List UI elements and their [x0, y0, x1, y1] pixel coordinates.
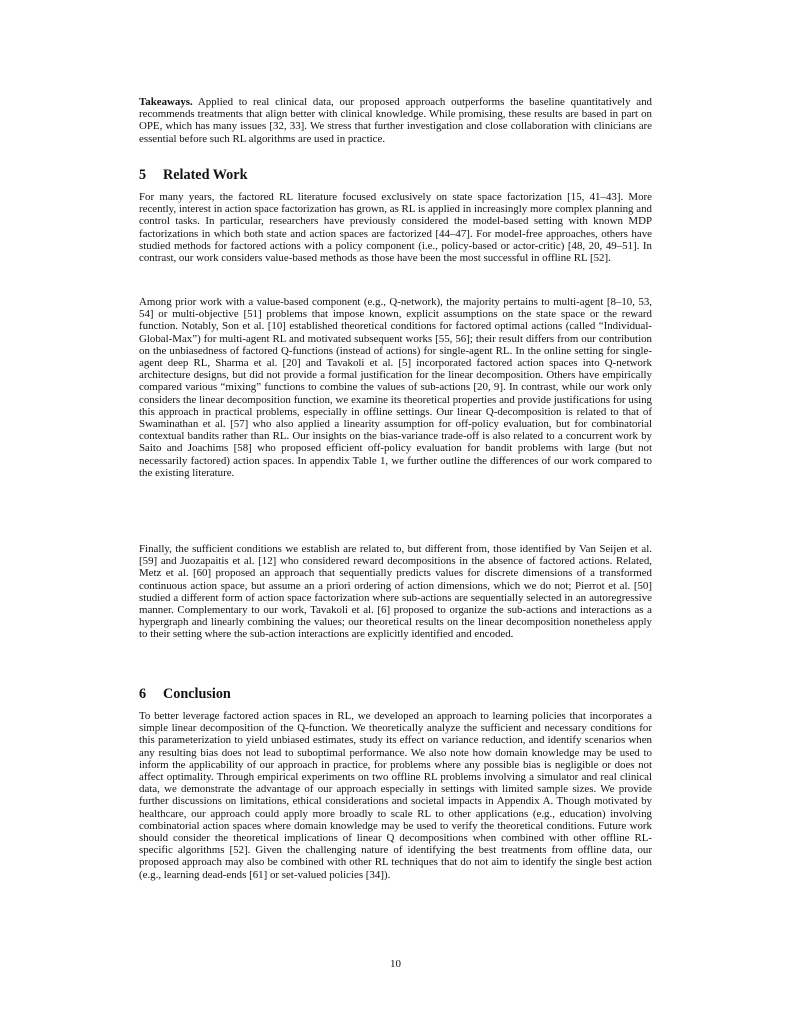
related-work-paragraph-1: For many years, the factored RL literature focused exclusively on state space factorization [15, 41–43]. More recently, interest in action space factorization has grown, as RL is applied in increasingly more complex planning and control tasks. In particular, researchers have previously considered the model-based setting with known MDP factorizations in which both state and action spaces are factorized [44–47]. For model-free approaches, others have studied methods for factored actions with a policy component (i.e., policy-based or actor-critic) [48, 20, 49–51]. In contrast, our work considers value-based methods as those have been the most successful in offline RL [52].: [139, 191, 652, 265]
section-5-title: Related Work: [163, 167, 248, 183]
takeaways-paragraph: [139, 96, 652, 145]
related-work-paragraph-2-block: [139, 296, 652, 479]
section-6-title: Conclusion: [163, 686, 231, 702]
conclusion-paragraph: To better leverage factored action spaces in RL, we developed an approach to learning policies that incorporates a simple linear decomposition of the Q-function. We theoretically analyze the sufficient and necessary conditions for this parameterization to yield unbiased estimates, study its effect on variance reduction, and identify scenarios when any resulting bias does not lead to suboptimal performance. We also note how domain knowledge may be used to inform the applicability of our approach in practice, for problems where any possible bias is negligible or does not affect optimality. Through empirical experiments on two offline RL problems involving a simulator and real clinical data, we demonstrate the advantage of our approach especially in settings with limited sample sizes. We provide further discussions on limitations, ethical considerations and societal impacts in Appendix A. Though motivated by healthcare, our approach could apply more broadly to scale RL to other applications (e.g., education) involving combinatorial action spaces where domain knowledge may be used to verify the theoretical conditions. Future work should consider the theoretical implications of linear Q decompositions when combined with other offline RL-specific algorithms [52]. Given the challenging nature of identifying the best treatments from offline data, our proposed approach may also be combined with other RL techniques that do not aim to identify the single best action (e.g., learning dead-ends [61] or set-valued policies [34]).: [139, 710, 652, 881]
section-6-heading: [139, 686, 652, 703]
section-6-number: 6: [139, 686, 147, 702]
takeaways-paragraph-block: [139, 96, 652, 145]
related-work-paragraph-1-block: [139, 191, 652, 264]
section-5: [139, 167, 652, 184]
related-work-paragraph-3: Finally, the sufficient conditions we establish are related to, but different from, those identified by Van Seijen et al. [59] and Juozapaitis et al. [12] who considered reward decompositions in the absence of factored actions. Related, Metz et al. [60] proposed an approach that sequentially predicts values for discrete dimensions of a transformed continuous action space, but assume an a priori ordering of action dimensions, which we do not; Pierrot et al. [50] studied a different form of action space factorization where sub-actions are sequentially selected in an autoregressive manner. Complementary to our work, Tavakoli et al. [6] proposed to organize the sub-actions and interactions as a hypergraph and linearly combining the values; our theoretical results on the linear decomposition nonetheless apply to their setting where the sub-action interactions are explicitly identified and encoded.: [139, 543, 652, 641]
section-5-number: 5: [139, 167, 147, 183]
related-work-paragraph-3-block: [139, 543, 652, 641]
takeaways-text: Applied to real clinical data, our proposed approach outperforms the baseline quantitatively and recommends treatments that align better with clinical knowledge. While promising, these results are based in part on OPE, which has many issues [32, 33]. We stress that further investigation and close collaboration with clinicians are essential before such RL algorithms are used in practice.: [139, 96, 652, 145]
section-6: [139, 686, 652, 703]
section-5-heading: [139, 167, 652, 184]
takeaways-lead: Takeaways.: [139, 96, 193, 108]
page-number: 10: [390, 958, 401, 970]
conclusion-paragraph-block: [139, 710, 652, 881]
related-work-paragraph-2: Among prior work with a value-based component (e.g., Q-network), the majority pertains to multi-agent [8–10, 53, 54] or multi-objective [51] problems that impose known, explicit assumptions on the state space or the reward function. Notably, Son et al. [10] established theoretical conditions for factored optimal actions (called “Individual-Global-Max”) for multi-agent RL and motivated subsequent works [55, 56]; their result differs from our contribution on the unbiasedness of factored Q-functions (instead of actions) for single-agent RL. In the online setting for single-agent deep RL, Sharma et al. [20] and Tavakoli et al. [5] incorporated factored action spaces into Q-network architecture designs, but did not provide a formal justification for the linear decomposition. Others have empirically compared various “mixing” functions to combine the values of sub-actions [20, 9]. In contrast, while our work only considers the linear decomposition function, we examine its theoretical properties and provide justifications for using this approach in practical problems, especially in offline settings. Our linear Q-decomposition is related to that of Swaminathan et al. [57] who also applied a linearity assumption for off-policy evaluation, but for combinatorial contextual bandits rather than RL. Our insights on the bias-variance trade-off is also related to a concurrent work by Saito and Joachims [58] who proposed efficient off-policy evaluation for bandit problems with large (but not necessarily factored) action spaces. In appendix Table 1, we further outline the differences of our work compared to the existing literature.: [139, 296, 652, 479]
